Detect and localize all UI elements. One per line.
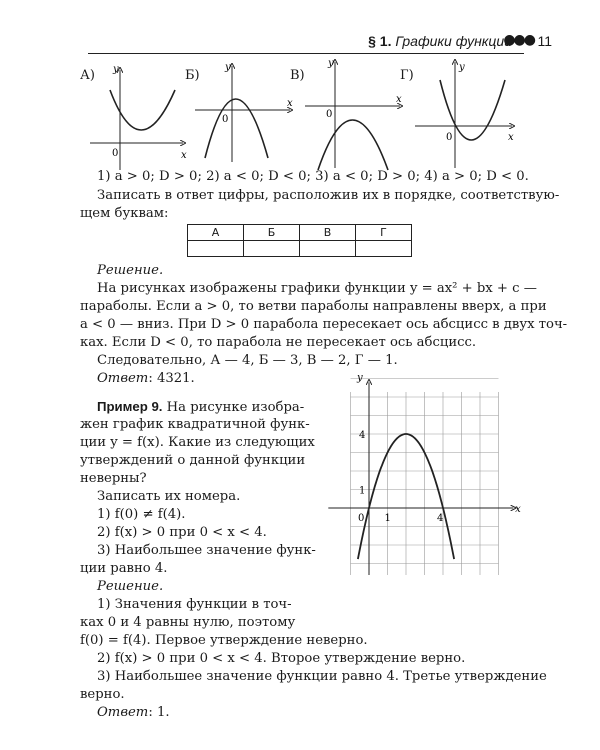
example9-line-4: утверждений о данной функции (80, 453, 306, 468)
example9-sol-1: 1) Значения функции в точ- (97, 597, 292, 612)
answer-table-header-c: В (300, 225, 356, 241)
example9-answer-label: Ответ (97, 705, 149, 720)
answer-table-cell-b (244, 241, 300, 257)
example9-sol-3: f(0) = f(4). Первое утверждение неверно. (80, 633, 368, 648)
example9-sol-6: верно. (80, 687, 125, 702)
graph-b-y-label: y (225, 62, 231, 73)
graph-d-y-label: y (459, 62, 465, 73)
parabola-graphs (0, 0, 600, 180)
graph-a (90, 70, 183, 170)
example9-sol-5: 3) Наибольшее значение функции равно 4. Третье утверждение (97, 669, 547, 684)
graph-a-origin: 0 (112, 148, 119, 159)
example9-label: Пример 9. (97, 399, 163, 414)
graph-c (305, 62, 400, 170)
answer-value: : 4321. (148, 371, 195, 386)
solution-heading: Решение. (97, 263, 164, 278)
answer-table-cell-a (188, 241, 244, 257)
answer-table-cell-c (300, 241, 356, 257)
page-number: 11 (537, 33, 552, 49)
task-instruction-2: щем буквам: (80, 206, 169, 221)
chart-tick-x-0: 0 (358, 513, 365, 524)
solution-line-4: ках. Если D < 0, то парабола не пересекает ось абсцисс. (80, 335, 477, 350)
answer-table-cell-d (356, 241, 412, 257)
graph-c-curve (318, 120, 388, 170)
graph-label-c: В) (290, 68, 305, 83)
example9-line-2: жен график квадратичной функ- (80, 417, 310, 432)
solution-line-3: a < 0 — вниз. При D > 0 парабола пересекает ось абсцисс в двух точ- (80, 317, 568, 332)
chart-tick-labels (358, 430, 443, 524)
graph-label-a: А) (80, 68, 95, 83)
graph-c-y-label: y (328, 58, 334, 69)
example9-line-5: неверны? (80, 471, 147, 486)
chart-tick-x-1: 1 (384, 513, 391, 524)
graph-label-b: Б) (185, 68, 200, 83)
graph-c-origin: 0 (326, 109, 333, 120)
answer-label: Ответ (97, 371, 149, 386)
example9-line-1 (97, 398, 304, 417)
graph-label-d: Г) (400, 68, 414, 83)
answer-table-header-row (188, 225, 412, 241)
solution-line-1: На рисунках изображены графики функции y = ax² + bx + c — (97, 281, 537, 296)
solution-answer (97, 370, 195, 388)
graph-b-curve (205, 99, 268, 158)
solution-line-5: Следовательно, А — 4, Б — 3, В — 2, Г — 1. (97, 353, 398, 368)
graph-c-x-label: x (396, 94, 402, 105)
answer-table-value-row (188, 241, 412, 257)
task-options: 1) a > 0; D > 0; 2) a < 0; D < 0; 3) a < 0; D > 0; 4) a > 0; D < 0. (97, 169, 529, 184)
statement-2: 2) f(x) > 0 при 0 < x < 4. (97, 525, 267, 540)
chart-grid (351, 379, 499, 576)
statement-3b: ции равно 4. (80, 561, 168, 576)
example9-sol-2: ках 0 и 4 равны нулю, поэтому (80, 615, 296, 630)
answer-table (187, 224, 412, 257)
header-title-text: Графики функций (395, 33, 512, 49)
task-instruction-1: Записать в ответ цифры, расположив их в порядке, соответствую- (97, 188, 560, 203)
graph-b-origin: 0 (222, 114, 229, 125)
quadratic-chart (305, 375, 530, 575)
chart-y-label: y (357, 375, 363, 384)
answer-table-header-d: Г (356, 225, 412, 241)
statement-3a: 3) Наибольшее значение функ- (97, 543, 316, 558)
chart-tick-x-4: 4 (437, 513, 444, 524)
example9-line-6: Записать их номера. (97, 489, 241, 504)
graph-d-origin: 0 (446, 132, 453, 143)
example9-sol-4: 2) f(x) > 0 при 0 < x < 4. Второе утверждение верно. (97, 651, 466, 666)
header-section: § 1. (368, 33, 392, 49)
chart-tick-y-4: 4 (359, 430, 366, 441)
chart-x-label: x (515, 504, 521, 515)
graph-d (415, 62, 512, 168)
example9-line-3: ции y = f(x). Какие из следующих (80, 435, 315, 450)
header-dots-icon: ●●● (503, 32, 534, 48)
graph-b (195, 66, 290, 162)
answer-table-header-a: А (188, 225, 244, 241)
chart-tick-y-1: 1 (359, 485, 366, 497)
statement-1: 1) f(0) ≠ f(4). (97, 507, 186, 522)
example9-answer-value: : 1. (148, 705, 170, 720)
graph-d-x-label: x (508, 132, 514, 143)
graph-b-x-label: x (287, 98, 293, 109)
graph-a-x-label: x (181, 150, 187, 161)
solution-line-2: параболы. Если a > 0, то ветви параболы направлены вверх, а при (80, 299, 547, 314)
example9-intro: На рисунке изобра- (162, 400, 305, 415)
example9-solution-heading: Решение. (97, 579, 164, 594)
answer-table-header-b: Б (244, 225, 300, 241)
graph-a-y-label: y (113, 64, 119, 75)
example9-answer (97, 704, 170, 722)
graph-d-curve (440, 80, 505, 140)
